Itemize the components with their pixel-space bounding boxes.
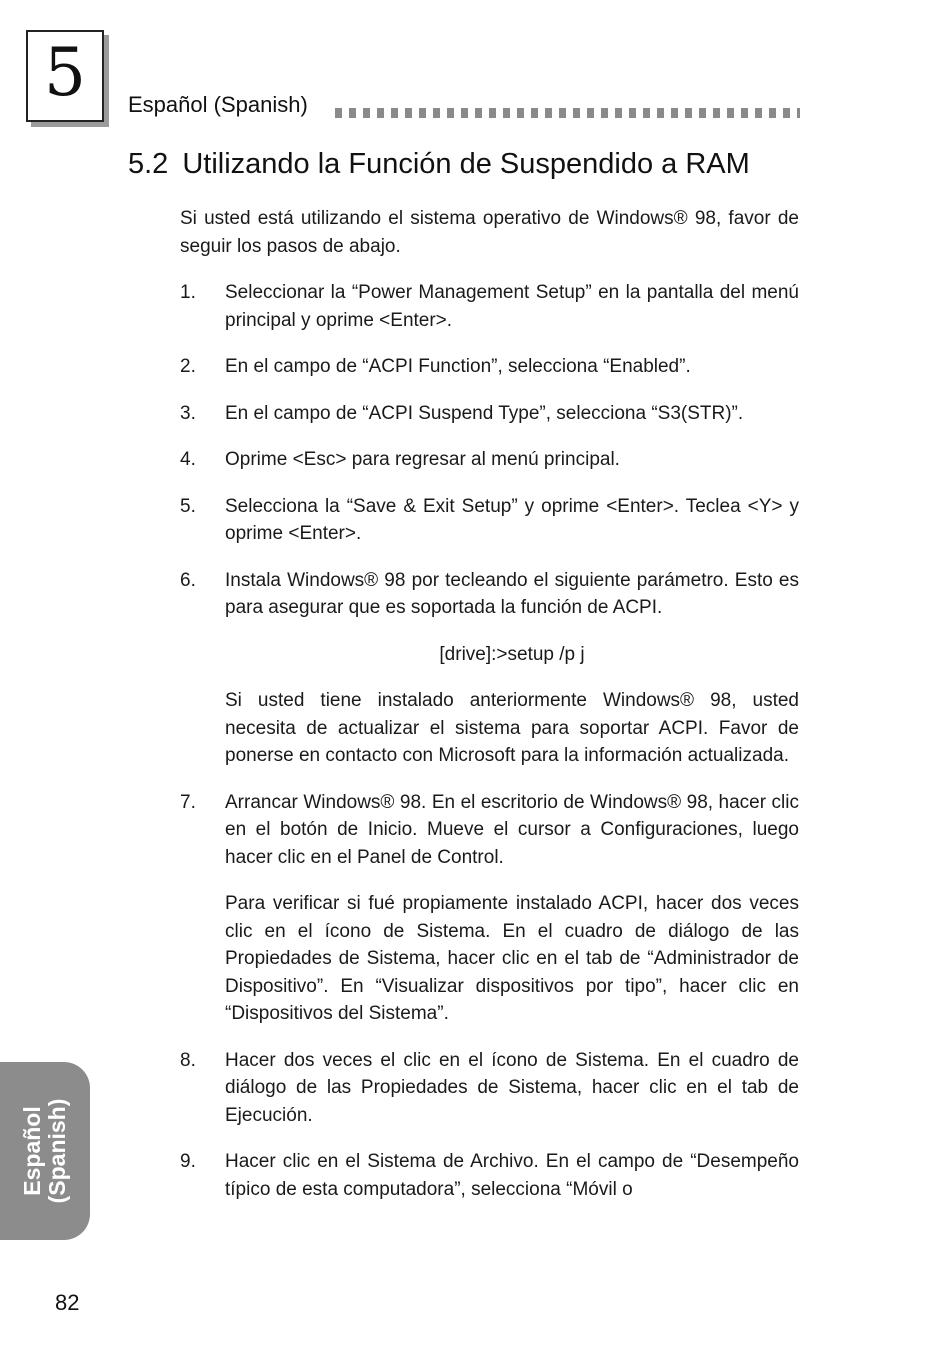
language-side-tab bbox=[0, 1062, 90, 1240]
step-item bbox=[180, 353, 799, 381]
step-note: Para verificar si fué propiamente instalado ACPI, hacer dos veces clic en el ícono de Sistema. En el cuadro de diálogo de las Propiedades de Sistema, hacer clic en el tab de “Administrador de Dispositivo”. En “Visualizar dispositivos por tipo”, hacer clic en “Dispositivos del Sistema”. bbox=[225, 893, 799, 1024]
step-number: 2. bbox=[180, 356, 196, 377]
step-number: 5. bbox=[180, 495, 196, 517]
step-number: 1. bbox=[180, 282, 196, 303]
setup-command: [drive]:>setup /p j bbox=[439, 643, 585, 665]
step-text: Instala Windows® 98 por tecleando el siguiente parámetro. Esto es para asegurar que es soportada la función de ACPI. bbox=[225, 569, 799, 618]
step-text: Arrancar Windows® 98. En el escritorio de Windows® 98, hacer clic en el botón de Inicio. Mueve el cursor a Configuraciones, luego hacer clic en el Panel de Control. bbox=[225, 791, 799, 868]
step-number: 8. bbox=[180, 1049, 196, 1071]
step-item bbox=[180, 400, 799, 428]
side-tab-line1: Español bbox=[19, 1106, 45, 1196]
step-text: En el campo de “ACPI Function”, selecciona “Enabled”. bbox=[225, 356, 691, 377]
intro-paragraph: Si usted está utilizando el sistema operativo de Windows® 98, favor de seguir los pasos de abajo. bbox=[180, 208, 799, 257]
step-text: Oprime <Esc> para regresar al menú principal. bbox=[225, 449, 620, 470]
step-text: Seleccionar la “Power Management Setup” en la pantalla del menú principal y oprime <Enter>. bbox=[225, 282, 799, 331]
step-item bbox=[180, 446, 799, 474]
section-label: Español (Spanish) bbox=[128, 92, 308, 117]
side-tab-line2: (Spanish) bbox=[44, 1098, 70, 1204]
step-item bbox=[180, 789, 799, 1028]
side-tab-label bbox=[20, 1062, 70, 1240]
step-number: 4. bbox=[180, 449, 196, 470]
step-item bbox=[180, 1047, 799, 1130]
chapter-number-box bbox=[26, 30, 104, 122]
step-text: En el campo de “ACPI Suspend Type”, selecciona “S3(STR)”. bbox=[225, 402, 744, 424]
step-item bbox=[180, 279, 799, 334]
chapter-number: 5 bbox=[44, 34, 86, 111]
step-text: Selecciona la “Save & Exit Setup” y oprime <Enter>. Teclea <Y> y oprime <Enter>. bbox=[225, 495, 799, 544]
section-title: Utilizando la Función de Suspendido a RAM bbox=[182, 148, 750, 180]
steps-list bbox=[180, 279, 799, 1203]
step-number: 6. bbox=[180, 569, 196, 591]
main-content bbox=[180, 205, 799, 1222]
step-number: 3. bbox=[180, 402, 196, 424]
step-item bbox=[180, 1148, 799, 1203]
step-item bbox=[180, 567, 799, 770]
step-text: Hacer clic en el Sistema de Archivo. En el campo de “Desempeño típico de esta computadora”, selecciona “Móvil o bbox=[225, 1151, 799, 1200]
step-number: 9. bbox=[180, 1151, 196, 1172]
page-title bbox=[128, 148, 750, 181]
step-number: 7. bbox=[180, 791, 196, 813]
section-number: 5.2 bbox=[128, 148, 169, 180]
page-number: 82 bbox=[55, 1290, 80, 1315]
dotted-rule bbox=[335, 108, 800, 118]
step-text: Hacer dos veces el clic en el ícono de Sistema. En el cuadro de diálogo de las Propiedades de Sistema, hacer clic en el tab de Ejecución. bbox=[225, 1049, 799, 1126]
step-item bbox=[180, 493, 799, 548]
step-note: Si usted tiene instalado anteriormente Windows® 98, usted necesita de actualizar el sistema para soportar ACPI. Favor de ponerse en contacto con Microsoft para la información actualizada. bbox=[225, 690, 799, 766]
